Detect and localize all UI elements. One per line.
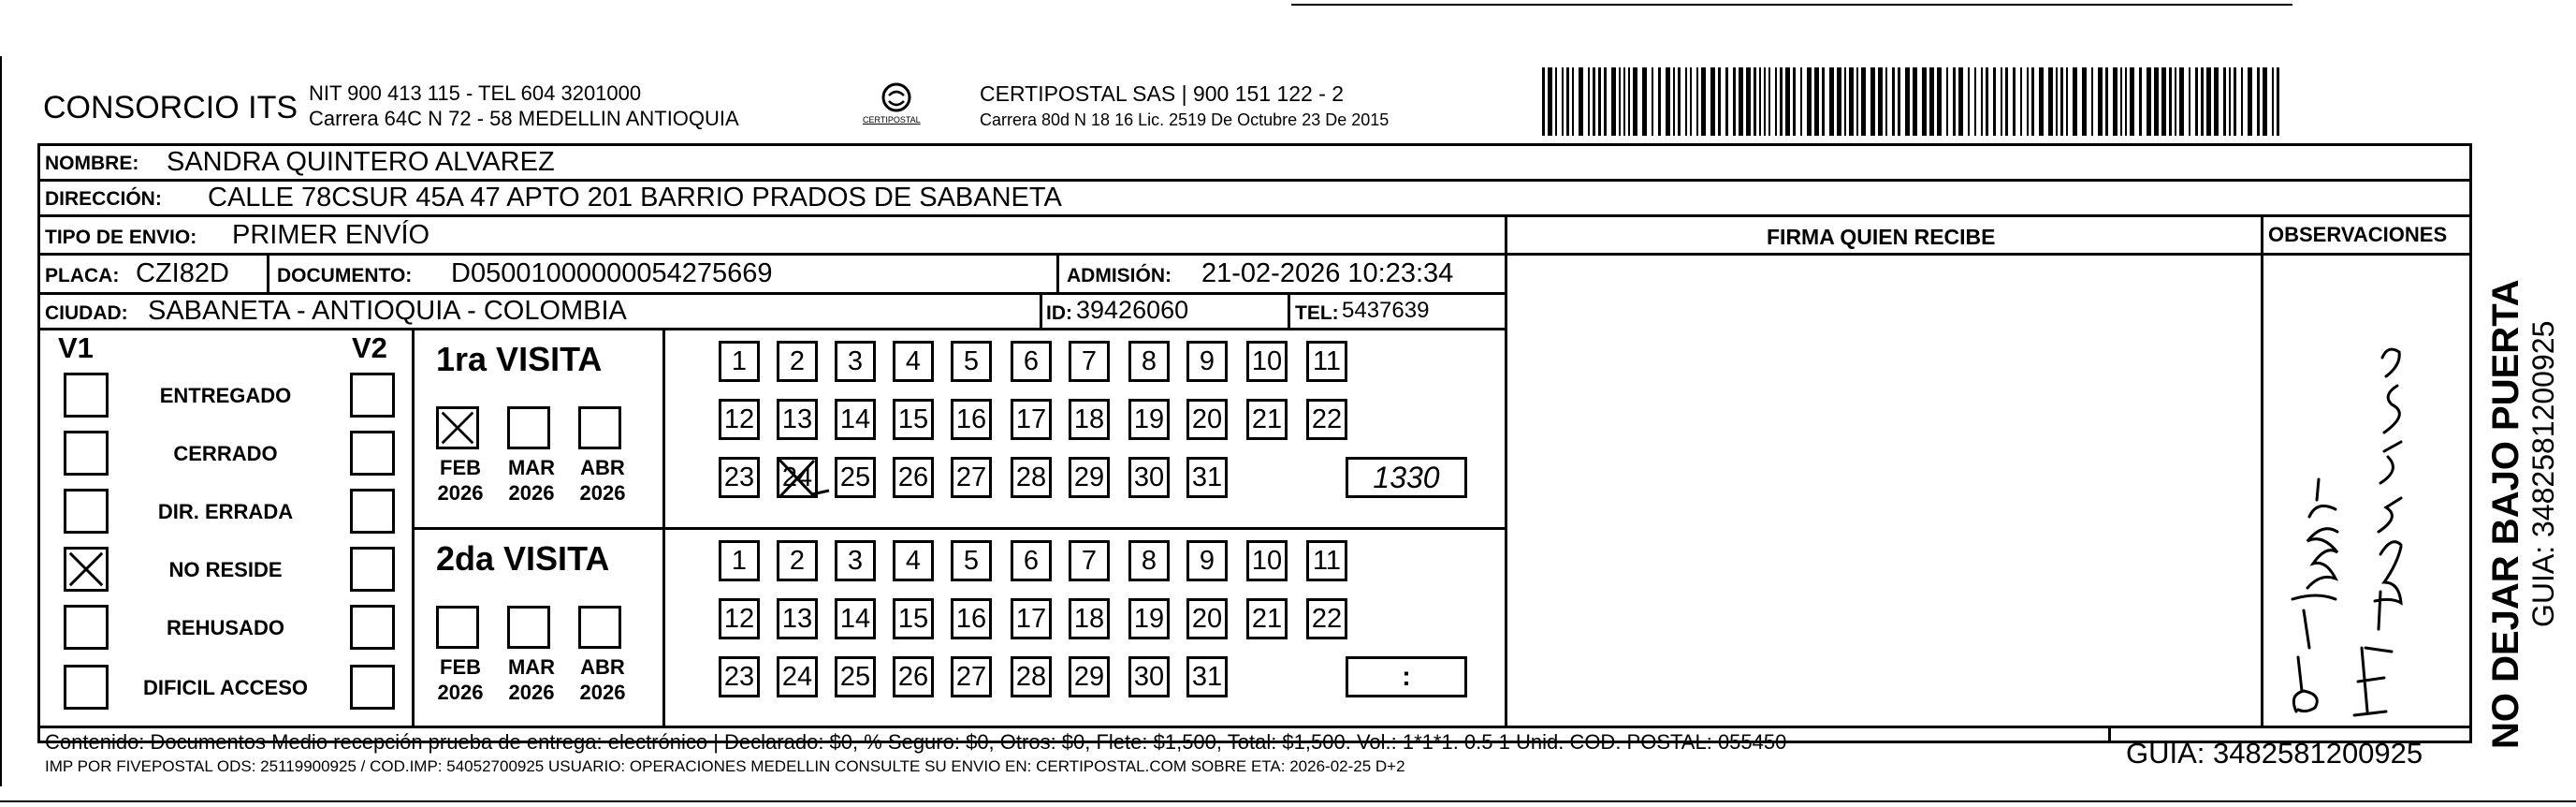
status-v1-checkbox[interactable]: [64, 431, 109, 476]
day-box[interactable]: 29: [1069, 457, 1110, 498]
status-label: DIR. ERRADA: [157, 500, 294, 523]
visit-year-label: 2026: [437, 681, 484, 704]
day-box[interactable]: 1: [719, 341, 760, 382]
day-box[interactable]: 29: [1069, 656, 1110, 697]
barcode: [1542, 67, 2284, 136]
nombre-label: NOMBRE:: [45, 153, 139, 174]
visit-year-label: 2026: [579, 481, 626, 505]
certipostal-logo: [859, 79, 934, 135]
col-placa-doc: [267, 253, 269, 292]
day-box[interactable]: 3: [835, 341, 876, 382]
visit-year-label: 2026: [579, 681, 626, 704]
visit-month-label: ABR: [580, 456, 625, 479]
col-firma-left: [1505, 214, 1507, 728]
tipo-envio-value: PRIMER ENVÍO: [232, 220, 430, 250]
v1-label: V1: [58, 331, 94, 364]
day-box[interactable]: 14: [835, 399, 876, 440]
day-box[interactable]: 30: [1128, 656, 1170, 697]
status-v2-checkbox[interactable]: [350, 547, 395, 592]
footer-guia: GUIA: 3482581200925: [2126, 737, 2423, 770]
col-status-visit: [412, 328, 415, 728]
day-box[interactable]: 21: [1246, 598, 1288, 639]
visit-time-box[interactable]: 1330: [1346, 457, 1467, 498]
footer-imp: IMP POR FIVEPOSTAL ODS: 25119900925 / COD.IMP: 54052700925 USUARIO: OPERACIONES MEDELLIN CONSULTE SU ENVIO EN: CERTIPOSTAL.COM SOBRE ETA: 2026-02-25 D+2: [45, 757, 1405, 775]
day-box[interactable]: 5: [951, 341, 992, 382]
documento-value: D05001000000054275669: [451, 258, 773, 288]
footer-contenido: Contenido: Documentos Medio recepción prueba de entrega: electrónico | Declarado: $0, % Seguro: $0, Otros: $0, Flete: $1,500, Total: $1,500. Vol.: 1*1*1. 0.5 1 Unid. COD. POSTAL: 055450: [45, 730, 1787, 754]
visit-month-checkbox[interactable]: [578, 606, 621, 649]
day-box[interactable]: 14: [835, 598, 876, 639]
status-v1-checkbox[interactable]: [64, 665, 109, 710]
tipo-envio-label: TIPO DE ENVIO:: [45, 227, 197, 248]
visit-month-label: FEB: [440, 655, 481, 679]
day-box[interactable]: 25: [835, 656, 876, 697]
visit-month-label: FEB: [440, 456, 481, 479]
company-address: Carrera 64C N 72 - 58 MEDELLIN ANTIOQUIA: [309, 107, 739, 130]
row-line-1: [37, 179, 2472, 182]
documento-label: DOCUMENTO:: [277, 265, 413, 286]
status-v1-checkbox[interactable]: [64, 547, 109, 592]
day-box[interactable]: 18: [1069, 399, 1110, 440]
side-guia: GUIA: 3482581200925: [2526, 320, 2560, 627]
visit-year-label: 2026: [508, 481, 555, 505]
status-label: NO RESIDE: [168, 558, 283, 581]
day-box[interactable]: 21: [1246, 399, 1288, 440]
day-box[interactable]: 26: [893, 457, 934, 498]
day-box[interactable]: 7: [1069, 341, 1110, 382]
row-line-5: [37, 328, 1506, 330]
firma-quien-recibe-label: FIRMA QUIEN RECIBE: [1767, 225, 1996, 249]
visit-month-checkbox[interactable]: [436, 606, 479, 649]
day-box[interactable]: 28: [1011, 656, 1052, 697]
handwritten-observation: [2261, 255, 2472, 726]
day-box[interactable]: 23: [719, 457, 760, 498]
day-box[interactable]: 7: [1069, 540, 1110, 581]
status-v2-checkbox[interactable]: [350, 431, 395, 476]
day-box[interactable]: 22: [1306, 399, 1347, 440]
admision-label: ADMISIÓN:: [1067, 265, 1172, 286]
day-box[interactable]: 6: [1011, 341, 1052, 382]
day-box[interactable]: 23: [719, 656, 760, 697]
day-box[interactable]: 13: [777, 598, 818, 639]
day-box[interactable]: 20: [1186, 598, 1228, 639]
day-box[interactable]: 18: [1069, 598, 1110, 639]
day-box[interactable]: 9: [1186, 341, 1228, 382]
visit-year-label: 2026: [437, 481, 484, 505]
day-box[interactable]: 27: [951, 656, 992, 697]
day-box[interactable]: 25: [835, 457, 876, 498]
status-v2-checkbox[interactable]: [350, 489, 395, 534]
day-box[interactable]: 16: [951, 598, 992, 639]
day-box[interactable]: 8: [1128, 341, 1170, 382]
tel-label: TEL:: [1295, 302, 1339, 324]
placa-value: CZI82D: [136, 258, 229, 288]
day-box[interactable]: 17: [1011, 598, 1052, 639]
day-box[interactable]: 10: [1246, 540, 1288, 581]
day-box[interactable]: 2: [777, 341, 818, 382]
day-box[interactable]: 12: [719, 598, 760, 639]
status-label: CERRADO: [173, 442, 278, 465]
visit-year-label: 2026: [508, 681, 555, 704]
direccion-value: CALLE 78CSUR 45A 47 APTO 201 BARRIO PRADOS DE SABANETA: [208, 183, 1062, 213]
day-box[interactable]: 19: [1128, 399, 1170, 440]
status-v2-checkbox[interactable]: [350, 665, 395, 710]
id-label: ID:: [1046, 302, 1072, 324]
status-v2-checkbox[interactable]: [350, 373, 395, 418]
row-line-4: [37, 292, 1506, 295]
status-label: REHUSADO: [167, 616, 284, 639]
tel-value: 5437639: [1342, 298, 1430, 323]
day-box[interactable]: 17: [1011, 399, 1052, 440]
day-box[interactable]: 11: [1306, 341, 1347, 382]
ciudad-value: SABANETA - ANTIOQUIA - COLOMBIA: [148, 296, 627, 326]
nombre-value: SANDRA QUINTERO ALVAREZ: [167, 147, 555, 177]
visit-time-box[interactable]: :: [1346, 656, 1467, 697]
day-box[interactable]: 26: [893, 656, 934, 697]
day-box[interactable]: 12: [719, 399, 760, 440]
row-line-footer: [37, 726, 2472, 728]
day-box[interactable]: 3: [835, 540, 876, 581]
col-visit-days: [662, 328, 665, 728]
visit-month-checkbox[interactable]: [578, 406, 621, 449]
admision-value: 21-02-2026 10:23:34: [1201, 258, 1454, 288]
certipostal-logo-text: CERTIPOSTAL: [863, 115, 921, 125]
status-v1-checkbox[interactable]: [64, 605, 109, 650]
day-box[interactable]: 27: [951, 457, 992, 498]
col-footer-guia: [2108, 726, 2111, 743]
no-dejar-bajo-puerta: NO DEJAR BAJO PUERTA: [2485, 279, 2526, 749]
visit-month-label: ABR: [580, 655, 625, 679]
bottom-edge-line: [0, 800, 2576, 802]
day-box[interactable]: 30: [1128, 457, 1170, 498]
day-box[interactable]: 28: [1011, 457, 1052, 498]
day-box[interactable]: 13: [777, 399, 818, 440]
id-value: 39426060: [1076, 296, 1189, 324]
visit-title: 1ra VISITA: [436, 340, 603, 378]
visit-month-checkbox[interactable]: [436, 406, 479, 449]
day-box[interactable]: 11: [1306, 540, 1347, 581]
status-v2-checkbox[interactable]: [350, 605, 395, 650]
day-box[interactable]: 24: [777, 656, 818, 697]
placa-label: PLACA:: [45, 265, 120, 286]
company-nit: NIT 900 413 115 - TEL 604 3201000: [309, 81, 642, 105]
col-doc-admision: [1056, 253, 1059, 292]
day-box[interactable]: 22: [1306, 598, 1347, 639]
day-box[interactable]: 1: [719, 540, 760, 581]
day-box[interactable]: 15: [893, 399, 934, 440]
day-box[interactable]: 15: [893, 598, 934, 639]
status-v1-checkbox[interactable]: [64, 373, 109, 418]
ciudad-label: CIUDAD:: [45, 302, 128, 324]
row-line-visits-mid: [412, 527, 1506, 530]
status-label: ENTREGADO: [159, 384, 292, 407]
day-box[interactable]: 31: [1186, 656, 1228, 697]
row-line-3: [37, 253, 1506, 256]
visit-month-checkbox[interactable]: [507, 406, 550, 449]
day-box[interactable]: 20: [1186, 399, 1228, 440]
direccion-label: DIRECCIÓN:: [45, 188, 162, 210]
visit-month-checkbox[interactable]: [507, 606, 550, 649]
company-name: CONSORCIO ITS: [43, 90, 298, 125]
day-box[interactable]: 19: [1128, 598, 1170, 639]
day-box[interactable]: 8: [1128, 540, 1170, 581]
observaciones-label: OBSERVACIONES: [2268, 223, 2448, 246]
carrier-name: CERTIPOSTAL SAS | 900 151 122 - 2: [980, 81, 1345, 106]
row-line-2: [37, 214, 2472, 217]
status-v1-checkbox[interactable]: [64, 489, 109, 534]
day-box[interactable]: 5: [951, 540, 992, 581]
v2-label: V2: [352, 331, 387, 364]
day-box[interactable]: 2: [777, 540, 818, 581]
visit-title: 2da VISITA: [436, 539, 610, 578]
day-box[interactable]: 4: [893, 341, 934, 382]
day-box[interactable]: 4: [893, 540, 934, 581]
left-edge-line: [0, 56, 2, 786]
col-ciudad-id: [1040, 292, 1042, 328]
status-label: DIFICIL ACCESO: [142, 676, 308, 699]
visit-month-label: MAR: [507, 655, 556, 679]
carrier-license: Carrera 80d N 18 16 Lic. 2519 De Octubre 23 De 2015: [980, 110, 1390, 129]
col-id-tel: [1288, 292, 1290, 328]
top-edge-line: [1291, 4, 2292, 6]
day-box[interactable]: 10: [1246, 341, 1288, 382]
visit-month-label: MAR: [507, 456, 556, 479]
day-box[interactable]: 6: [1011, 540, 1052, 581]
day-box[interactable]: 9: [1186, 540, 1228, 581]
day-box[interactable]: 24: [777, 457, 818, 498]
day-mark: [771, 453, 831, 502]
day-box[interactable]: 31: [1186, 457, 1228, 498]
day-box[interactable]: 16: [951, 399, 992, 440]
